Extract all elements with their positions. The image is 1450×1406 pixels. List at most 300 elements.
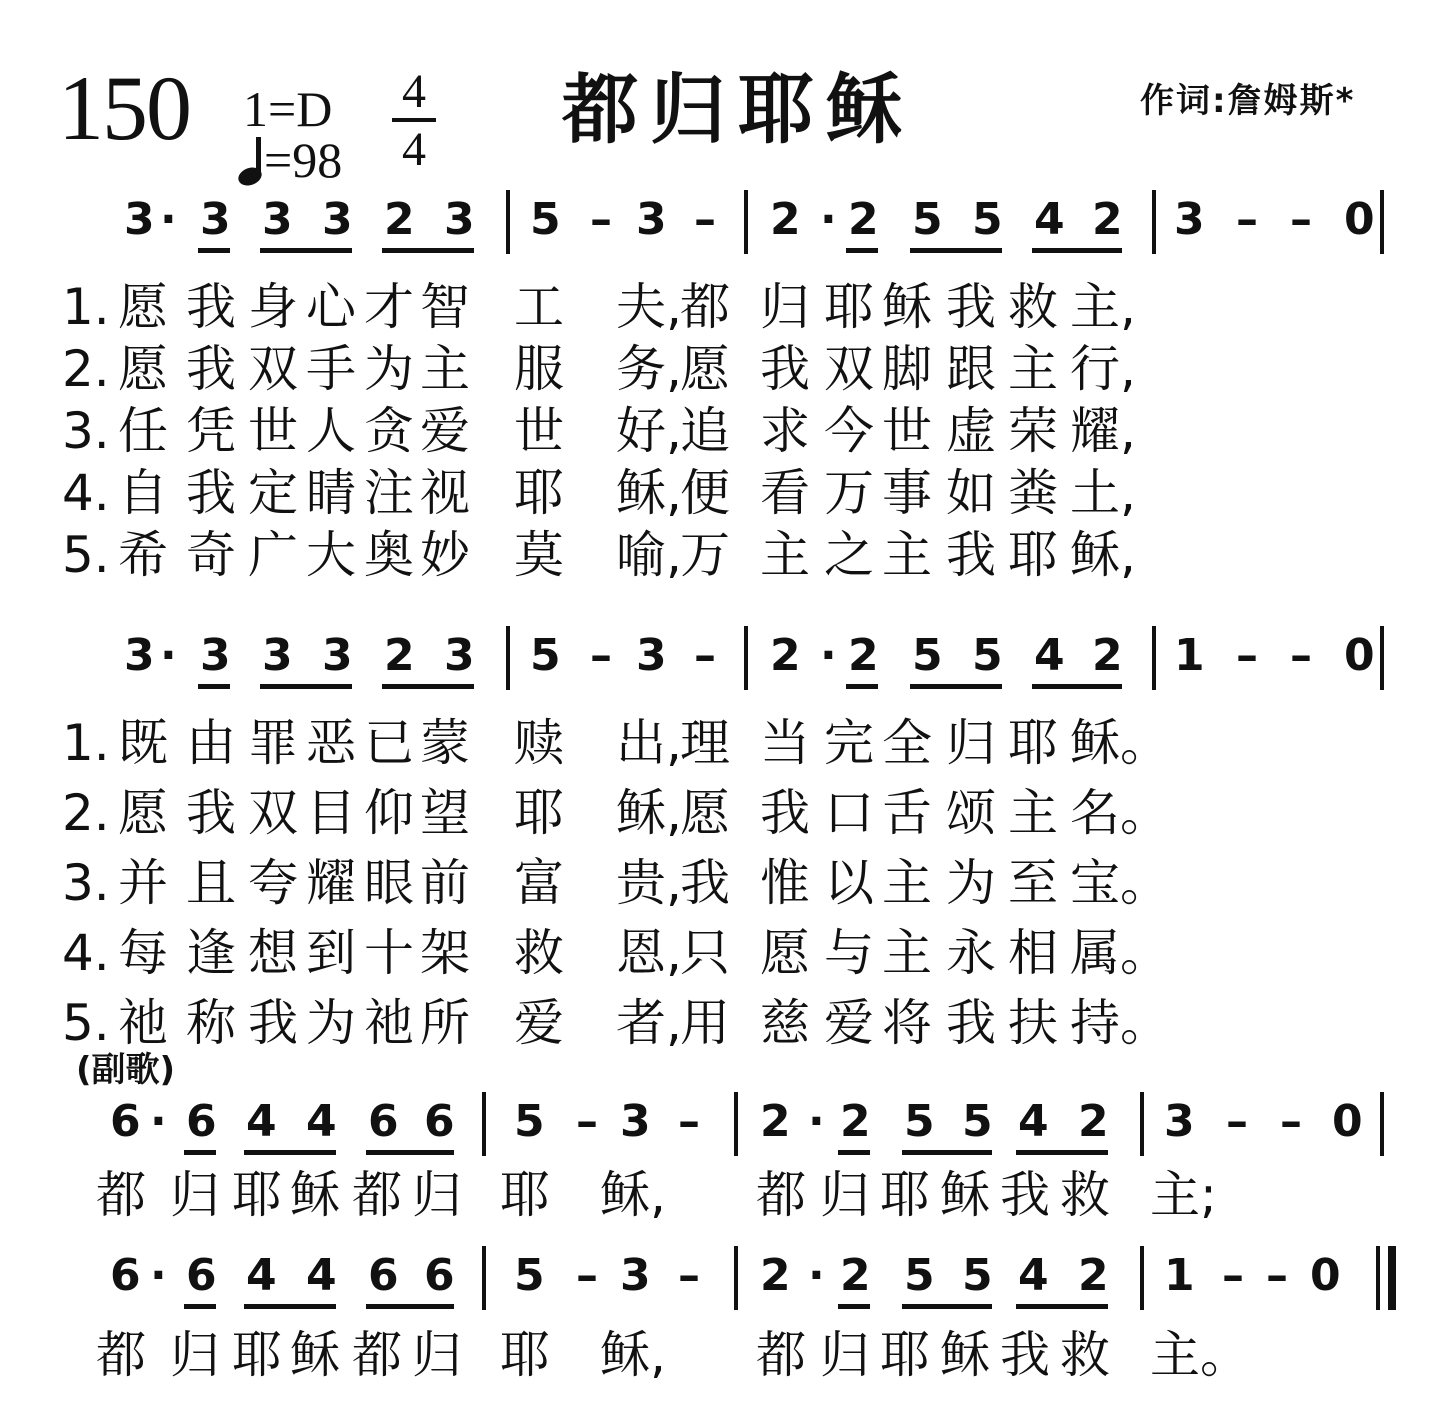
lyricist-credit: 作词:詹姆斯* bbox=[1140, 81, 1356, 121]
refrain-label: (副歌) bbox=[76, 1050, 176, 1090]
lyric-syllable: 愿 bbox=[118, 340, 168, 398]
note: 3 bbox=[322, 630, 353, 681]
lyric-syllable: 救 bbox=[1060, 1166, 1110, 1224]
lyric-syllable: 都 bbox=[756, 1166, 806, 1224]
note: · bbox=[150, 1096, 167, 1147]
lyric-syllable: 之 bbox=[824, 526, 874, 584]
note: 3 bbox=[200, 194, 231, 245]
lyric-syllable: 注 bbox=[364, 464, 414, 522]
final-barline bbox=[1388, 1246, 1396, 1310]
note: 2 bbox=[848, 630, 879, 681]
note: 4 bbox=[306, 1096, 337, 1147]
note: 5 bbox=[972, 194, 1003, 245]
quarter-note-icon bbox=[238, 137, 264, 185]
lyric-syllable: 我 bbox=[248, 994, 298, 1052]
lyric-syllable: 我 bbox=[760, 784, 810, 842]
lyric-syllable: 主 bbox=[882, 924, 932, 982]
lyric-syllable: 3. bbox=[62, 402, 110, 460]
lyric-syllable: 世 bbox=[248, 402, 298, 460]
note: – bbox=[1280, 1096, 1302, 1147]
lyric-syllable: 都 bbox=[352, 1166, 402, 1224]
note: – bbox=[590, 194, 612, 245]
lyric-syllable: 稣, bbox=[616, 464, 682, 522]
lyric-syllable: 4. bbox=[62, 464, 110, 522]
beam-underline bbox=[184, 1304, 216, 1309]
lyric-syllable: 主, bbox=[1070, 278, 1136, 336]
lyric-syllable: 愿 bbox=[118, 784, 168, 842]
note: 2 bbox=[1078, 1096, 1109, 1147]
note: 3 bbox=[262, 630, 293, 681]
note: 3 bbox=[200, 630, 231, 681]
lyric-syllable: 恶 bbox=[306, 714, 356, 772]
lyric-syllable: 由 bbox=[186, 714, 236, 772]
lyric-syllable: 想 bbox=[248, 924, 298, 982]
note: · bbox=[150, 1250, 167, 1301]
note: 5 bbox=[962, 1096, 993, 1147]
time-signature-top: 4 bbox=[402, 65, 426, 118]
barline bbox=[734, 1246, 738, 1310]
lyric-syllable: 眼 bbox=[364, 854, 414, 912]
tempo-marking bbox=[238, 132, 343, 188]
barline bbox=[1380, 1092, 1384, 1156]
beam-underline bbox=[260, 684, 352, 689]
note: 3 bbox=[444, 194, 475, 245]
lyric-syllable: 永 bbox=[946, 924, 996, 982]
lyric-syllable: 5. bbox=[62, 994, 110, 1052]
lyric-syllable: 世 bbox=[514, 402, 564, 460]
lyric-syllable: 稣 bbox=[290, 1326, 340, 1384]
barline bbox=[744, 626, 748, 690]
lyric-syllable: 出, bbox=[616, 714, 682, 772]
lyric-syllable: 主 bbox=[760, 526, 810, 584]
barline bbox=[734, 1092, 738, 1156]
lyric-syllable: 稣, bbox=[1070, 526, 1136, 584]
note: 1 bbox=[1174, 630, 1205, 681]
lyric-syllable: 都 bbox=[352, 1326, 402, 1384]
beam-underline bbox=[1032, 248, 1122, 253]
note: – bbox=[576, 1096, 598, 1147]
note: 2 bbox=[840, 1250, 871, 1301]
note: 4 bbox=[1018, 1096, 1049, 1147]
lyric-syllable: 愿 bbox=[118, 278, 168, 336]
lyric-syllable: 稣。 bbox=[1070, 714, 1170, 772]
note: 2 bbox=[1078, 1250, 1109, 1301]
lyric-syllable: 贵, bbox=[616, 854, 682, 912]
note: 2 bbox=[848, 194, 879, 245]
lyric-syllable: 只 bbox=[680, 924, 730, 982]
lyric-syllable: 稣 bbox=[290, 1166, 340, 1224]
lyric-syllable: 归 bbox=[946, 714, 996, 772]
note: 3 bbox=[124, 630, 155, 681]
lyric-syllable: 耶 bbox=[880, 1326, 930, 1384]
lyric-syllable: 奥 bbox=[364, 526, 414, 584]
lyric-syllable: 视 bbox=[420, 464, 470, 522]
beam-underline bbox=[244, 1150, 336, 1155]
note: 6 bbox=[424, 1250, 455, 1301]
lyric-syllable: 双 bbox=[248, 340, 298, 398]
barline bbox=[1152, 626, 1156, 690]
lyric-syllable: 我 bbox=[946, 526, 996, 584]
lyric-syllable: 为 bbox=[946, 854, 996, 912]
lyric-syllable: 主 bbox=[882, 526, 932, 584]
lyric-syllable: 事 bbox=[882, 464, 932, 522]
note: 5 bbox=[912, 194, 943, 245]
lyric-syllable: 跟 bbox=[946, 340, 996, 398]
lyric-syllable: 看 bbox=[760, 464, 810, 522]
lyric-syllable: 脚 bbox=[882, 340, 932, 398]
lyric-syllable: 慈 bbox=[760, 994, 810, 1052]
lyric-syllable: 扶 bbox=[1008, 994, 1058, 1052]
lyric-syllable: 为 bbox=[306, 994, 356, 1052]
lyric-syllable: 主 bbox=[1008, 340, 1058, 398]
barline bbox=[482, 1092, 486, 1156]
lyric-syllable: 妙 bbox=[420, 526, 470, 584]
lyric-syllable: 莫 bbox=[514, 526, 564, 584]
note: 5 bbox=[972, 630, 1003, 681]
lyric-syllable: 今 bbox=[824, 402, 874, 460]
note: – bbox=[694, 630, 716, 681]
note: · bbox=[808, 1096, 825, 1147]
note: 2 bbox=[760, 1250, 791, 1301]
lyric-syllable: 至 bbox=[1008, 854, 1058, 912]
note: 2 bbox=[1092, 194, 1123, 245]
note: 6 bbox=[368, 1250, 399, 1301]
lyric-syllable: 我 bbox=[680, 854, 730, 912]
note: 3 bbox=[1164, 1096, 1195, 1147]
lyric-syllable: 稣, bbox=[616, 784, 682, 842]
note: – bbox=[1266, 1250, 1288, 1301]
lyric-syllable: 惟 bbox=[760, 854, 810, 912]
lyric-syllable: 主。 bbox=[1150, 1326, 1250, 1384]
lyric-syllable: 务, bbox=[616, 340, 682, 398]
lyric-syllable: 万 bbox=[824, 464, 874, 522]
note: 3 bbox=[262, 194, 293, 245]
note: – bbox=[678, 1096, 700, 1147]
lyric-syllable: 到 bbox=[306, 924, 356, 982]
lyric-syllable: 稣, bbox=[600, 1326, 666, 1384]
lyric-syllable: 归 bbox=[412, 1326, 462, 1384]
lyric-syllable: 属。 bbox=[1070, 924, 1170, 982]
lyric-syllable: 我 bbox=[186, 340, 236, 398]
note: · bbox=[808, 1250, 825, 1301]
note: 0 bbox=[1344, 194, 1375, 245]
note: 6 bbox=[110, 1250, 141, 1301]
lyric-syllable: 用 bbox=[680, 994, 730, 1052]
lyric-syllable: 夸 bbox=[248, 854, 298, 912]
lyric-syllable: 凭 bbox=[186, 402, 236, 460]
note: 5 bbox=[530, 630, 561, 681]
note: 3 bbox=[322, 194, 353, 245]
beam-underline bbox=[260, 248, 352, 253]
lyric-syllable: 架 bbox=[420, 924, 470, 982]
lyric-syllable: 荣 bbox=[1008, 402, 1058, 460]
note: 5 bbox=[530, 194, 561, 245]
note: 5 bbox=[514, 1250, 545, 1301]
lyric-syllable: 双 bbox=[248, 784, 298, 842]
tempo-value: =98 bbox=[264, 132, 343, 188]
lyric-syllable: 耀, bbox=[1070, 402, 1136, 460]
lyric-syllable: 颂 bbox=[946, 784, 996, 842]
beam-underline bbox=[366, 1150, 454, 1155]
note: 0 bbox=[1310, 1250, 1341, 1301]
barline bbox=[1152, 190, 1156, 254]
lyric-syllable: 祂 bbox=[118, 994, 168, 1052]
notation-line bbox=[0, 1096, 1450, 1170]
lyric-syllable: 心 bbox=[306, 278, 356, 336]
final-barline bbox=[1376, 1246, 1380, 1310]
barline bbox=[506, 190, 510, 254]
lyric-syllable: 主; bbox=[1150, 1166, 1217, 1224]
lyric-syllable: 我 bbox=[1000, 1326, 1050, 1384]
barline bbox=[1380, 190, 1384, 254]
time-signature-rule bbox=[392, 118, 436, 122]
note: 6 bbox=[186, 1250, 217, 1301]
lyric-syllable: 救 bbox=[1060, 1326, 1110, 1384]
lyric-syllable: 归 bbox=[760, 278, 810, 336]
lyric-syllable: 与 bbox=[824, 924, 874, 982]
lyric-syllable: 前 bbox=[420, 854, 470, 912]
lyric-syllable: 且 bbox=[186, 854, 236, 912]
lyric-syllable: 我 bbox=[946, 278, 996, 336]
note: · bbox=[820, 194, 837, 245]
lyric-syllable: 好, bbox=[616, 402, 682, 460]
lyric-syllable: 并 bbox=[118, 854, 168, 912]
lyric-syllable: 赎 bbox=[514, 714, 564, 772]
lyric-syllable: 耶 bbox=[500, 1166, 550, 1224]
note: 4 bbox=[246, 1250, 277, 1301]
note: 5 bbox=[904, 1250, 935, 1301]
hymn-title: 都归耶稣 bbox=[562, 65, 914, 154]
note: 2 bbox=[1092, 630, 1123, 681]
beam-underline bbox=[910, 684, 1002, 689]
barline bbox=[1380, 626, 1384, 690]
lyric-syllable: 土, bbox=[1070, 464, 1136, 522]
note: 3 bbox=[636, 630, 667, 681]
lyric-syllable: 5. bbox=[62, 526, 110, 584]
lyric-syllable: 我 bbox=[186, 278, 236, 336]
lyric-syllable: 名。 bbox=[1070, 784, 1170, 842]
note: · bbox=[160, 630, 177, 681]
lyric-syllable: 我 bbox=[760, 340, 810, 398]
note: 4 bbox=[1034, 630, 1065, 681]
beam-underline bbox=[1032, 684, 1122, 689]
lyric-syllable: 爱 bbox=[420, 402, 470, 460]
lyric-syllable: 舌 bbox=[882, 784, 932, 842]
lyric-syllable: 世 bbox=[882, 402, 932, 460]
beam-underline bbox=[1016, 1304, 1108, 1309]
lyric-syllable: 喻, bbox=[616, 526, 682, 584]
note: 6 bbox=[368, 1096, 399, 1147]
lyric-syllable: 万 bbox=[680, 526, 730, 584]
barline bbox=[1140, 1246, 1144, 1310]
note: 1 bbox=[1164, 1250, 1195, 1301]
note: 0 bbox=[1332, 1096, 1363, 1147]
lyric-syllable: 为 bbox=[364, 340, 414, 398]
lyric-syllable: 救 bbox=[1008, 278, 1058, 336]
note: 2 bbox=[770, 630, 801, 681]
lyric-syllable: 归 bbox=[820, 1326, 870, 1384]
lyric-syllable: 行, bbox=[1070, 340, 1136, 398]
lyric-syllable: 2. bbox=[62, 340, 110, 398]
note: – bbox=[1236, 194, 1258, 245]
lyric-syllable: 爱 bbox=[514, 994, 564, 1052]
lyric-syllable: 既 bbox=[118, 714, 168, 772]
lyric-syllable: 耶 bbox=[880, 1166, 930, 1224]
note: 0 bbox=[1344, 630, 1375, 681]
lyric-syllable: 贪 bbox=[364, 402, 414, 460]
beam-underline bbox=[910, 248, 1002, 253]
lyric-syllable: 稣 bbox=[940, 1326, 990, 1384]
lyric-syllable: 稣 bbox=[882, 278, 932, 336]
beam-underline bbox=[184, 1150, 216, 1155]
lyric-syllable: 都 bbox=[680, 278, 730, 336]
lyric-syllable: 奇 bbox=[186, 526, 236, 584]
lyric-syllable: 夫, bbox=[616, 278, 682, 336]
notation-line bbox=[0, 1250, 1450, 1324]
note: – bbox=[590, 630, 612, 681]
beam-underline bbox=[382, 248, 474, 253]
lyric-syllable: 全 bbox=[882, 714, 932, 772]
lyric-syllable: 1. bbox=[62, 714, 110, 772]
note: 3 bbox=[1174, 194, 1205, 245]
beam-underline bbox=[846, 248, 878, 253]
lyric-syllable: 耀 bbox=[306, 854, 356, 912]
lyric-syllable: 耶 bbox=[1008, 714, 1058, 772]
lyric-syllable: 3. bbox=[62, 854, 110, 912]
note: – bbox=[694, 194, 716, 245]
note: 2 bbox=[770, 194, 801, 245]
lyric-syllable: 每 bbox=[118, 924, 168, 982]
lyric-syllable: 我 bbox=[186, 784, 236, 842]
lyric-syllable: 所 bbox=[420, 994, 470, 1052]
note: 6 bbox=[186, 1096, 217, 1147]
lyric-syllable: 耶 bbox=[232, 1166, 282, 1224]
note: – bbox=[678, 1250, 700, 1301]
lyric-syllable: 追 bbox=[680, 402, 730, 460]
barline bbox=[744, 190, 748, 254]
lyric-syllable: 1. bbox=[62, 278, 110, 336]
note: 4 bbox=[306, 1250, 337, 1301]
lyric-syllable: 都 bbox=[96, 1166, 146, 1224]
lyric-syllable: 归 bbox=[820, 1166, 870, 1224]
note: 2 bbox=[384, 630, 415, 681]
note: 5 bbox=[904, 1096, 935, 1147]
note: 3 bbox=[620, 1096, 651, 1147]
note: – bbox=[1222, 1250, 1244, 1301]
note: 2 bbox=[384, 194, 415, 245]
note: 5 bbox=[912, 630, 943, 681]
lyric-syllable: 手 bbox=[306, 340, 356, 398]
lyric-syllable: 愿 bbox=[680, 340, 730, 398]
beam-underline bbox=[198, 684, 230, 689]
note: – bbox=[1290, 194, 1312, 245]
barline bbox=[482, 1246, 486, 1310]
note: · bbox=[160, 194, 177, 245]
beam-underline bbox=[198, 248, 230, 253]
lyric-syllable: 身 bbox=[248, 278, 298, 336]
lyric-syllable: 广 bbox=[248, 526, 298, 584]
barline bbox=[506, 626, 510, 690]
lyric-syllable: 目 bbox=[306, 784, 356, 842]
lyric-syllable: 定 bbox=[248, 464, 298, 522]
lyric-syllable: 理 bbox=[680, 714, 730, 772]
lyric-syllable: 我 bbox=[186, 464, 236, 522]
lyric-syllable: 逢 bbox=[186, 924, 236, 982]
notation-line bbox=[0, 630, 1450, 704]
time-signature bbox=[392, 65, 436, 176]
lyric-syllable: 十 bbox=[364, 924, 414, 982]
lyric-syllable: 罪 bbox=[248, 714, 298, 772]
lyric-syllable: 耶 bbox=[514, 464, 564, 522]
lyric-syllable: 耶 bbox=[500, 1326, 550, 1384]
lyric-syllable: 稣, bbox=[600, 1166, 666, 1224]
lyric-syllable: 主 bbox=[1008, 784, 1058, 842]
note: 2 bbox=[840, 1096, 871, 1147]
lyric-syllable: 希 bbox=[118, 526, 168, 584]
lyric-syllable: 富 bbox=[514, 854, 564, 912]
lyric-syllable: 耶 bbox=[1008, 526, 1058, 584]
hymn-number: 150 bbox=[58, 57, 190, 159]
lyric-syllable: 归 bbox=[412, 1166, 462, 1224]
lyric-syllable: 当 bbox=[760, 714, 810, 772]
lyric-syllable: 恩, bbox=[616, 924, 682, 982]
beam-underline bbox=[1016, 1150, 1108, 1155]
lyric-syllable: 称 bbox=[186, 994, 236, 1052]
lyric-syllable: 者, bbox=[616, 994, 682, 1052]
lyric-syllable: 持。 bbox=[1070, 994, 1170, 1052]
beam-underline bbox=[366, 1304, 454, 1309]
lyric-syllable: 愿 bbox=[760, 924, 810, 982]
note: 6 bbox=[110, 1096, 141, 1147]
beam-underline bbox=[244, 1304, 336, 1309]
lyric-syllable: 耶 bbox=[514, 784, 564, 842]
lyric-syllable: 便 bbox=[680, 464, 730, 522]
lyric-syllable: 祂 bbox=[364, 994, 414, 1052]
lyric-syllable: 任 bbox=[118, 402, 168, 460]
beam-underline bbox=[846, 684, 878, 689]
lyric-syllable: 主 bbox=[420, 340, 470, 398]
note: – bbox=[1290, 630, 1312, 681]
lyric-syllable: 蒙 bbox=[420, 714, 470, 772]
note: · bbox=[820, 630, 837, 681]
note: 2 bbox=[760, 1096, 791, 1147]
beam-underline bbox=[902, 1304, 992, 1309]
lyric-syllable: 才 bbox=[364, 278, 414, 336]
lyric-syllable: 自 bbox=[118, 464, 168, 522]
lyric-syllable: 如 bbox=[946, 464, 996, 522]
lyric-syllable: 工 bbox=[514, 278, 564, 336]
beam-underline bbox=[838, 1150, 870, 1155]
note: 3 bbox=[620, 1250, 651, 1301]
lyric-syllable: 稣 bbox=[940, 1166, 990, 1224]
lyric-syllable: 归 bbox=[170, 1326, 220, 1384]
notation-line bbox=[0, 194, 1450, 268]
lyric-syllable: 归 bbox=[170, 1166, 220, 1224]
barline bbox=[1140, 1092, 1144, 1156]
lyric-syllable: 耶 bbox=[232, 1326, 282, 1384]
lyric-syllable: 求 bbox=[760, 402, 810, 460]
lyric-syllable: 服 bbox=[514, 340, 564, 398]
lyric-syllable: 爱 bbox=[824, 994, 874, 1052]
lyric-syllable: 都 bbox=[756, 1326, 806, 1384]
lyric-syllable: 已 bbox=[364, 714, 414, 772]
note: 3 bbox=[444, 630, 475, 681]
note: 6 bbox=[424, 1096, 455, 1147]
lyric-syllable: 救 bbox=[514, 924, 564, 982]
lyric-syllable: 以 bbox=[824, 854, 874, 912]
lyric-syllable: 4. bbox=[62, 924, 110, 982]
lyric-syllable: 愿 bbox=[680, 784, 730, 842]
